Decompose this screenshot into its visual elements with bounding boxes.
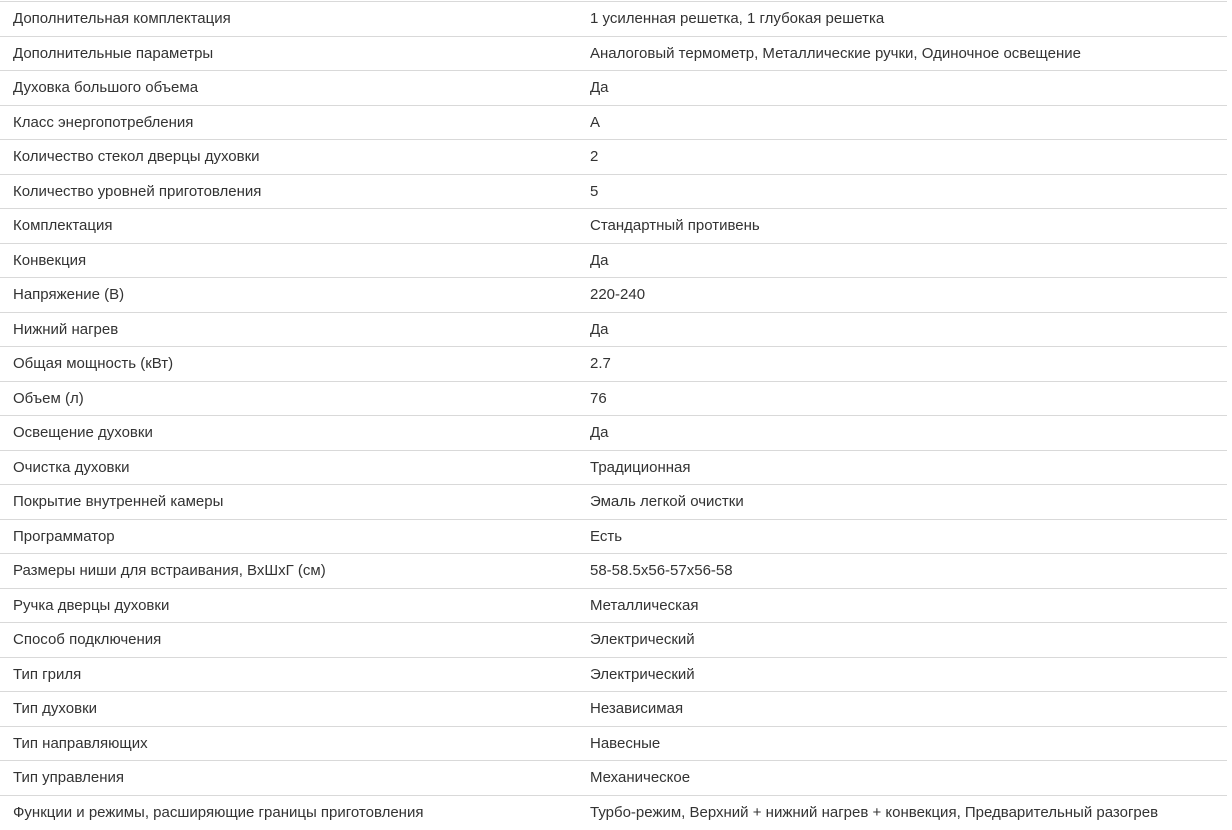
spec-label: Количество стекол дверцы духовки — [13, 148, 260, 166]
spec-row — [0, 277, 1227, 312]
spec-label: Напряжение (В) — [13, 286, 125, 304]
spec-label: Ручка дверцы духовки — [13, 596, 170, 614]
spec-row — [0, 657, 1227, 692]
spec-row — [0, 691, 1227, 726]
spec-label: Тип управления — [13, 769, 124, 787]
spec-row — [0, 381, 1227, 416]
spec-row — [0, 484, 1227, 519]
spec-value: Эмаль легкой очистки — [590, 493, 744, 511]
spec-label: Класс энергопотребления — [13, 113, 194, 131]
spec-value: 76 — [590, 389, 607, 407]
spec-label: Дополнительная комплектация — [13, 10, 231, 28]
spec-row — [0, 588, 1227, 623]
spec-value: 5 — [590, 182, 599, 200]
spec-value: Традиционная — [590, 458, 691, 476]
spec-row — [0, 243, 1227, 278]
spec-label: Размеры ниши для встраивания, ВхШхГ (см) — [13, 562, 326, 580]
spec-row — [0, 622, 1227, 657]
spec-label: Покрытие внутренней камеры — [13, 493, 224, 511]
spec-label: Конвекция — [13, 251, 87, 269]
spec-row — [0, 36, 1227, 71]
spec-row — [0, 450, 1227, 485]
spec-row — [0, 139, 1227, 174]
spec-value: Да — [590, 424, 609, 442]
spec-row — [0, 208, 1227, 243]
spec-label: Тип гриля — [13, 665, 82, 683]
spec-label: Общая мощность (кВт) — [13, 355, 174, 373]
spec-value: Турбо-режим, Верхний + нижний нагрев + конвекция, Предварительный разогрев — [590, 803, 1159, 821]
spec-value: Электрический — [590, 665, 695, 683]
spec-label: Объем (л) — [13, 389, 84, 407]
spec-label: Тип духовки — [13, 700, 98, 718]
spec-value: Металлическая — [590, 596, 699, 614]
spec-label: Дополнительные параметры — [13, 44, 214, 62]
spec-label: Духовка большого объема — [13, 79, 199, 97]
spec-row — [0, 553, 1227, 588]
spec-value: 58-58.5x56-57x56-58 — [590, 562, 733, 580]
spec-value: 220-240 — [590, 286, 646, 304]
spec-value: Да — [590, 251, 609, 269]
spec-row — [0, 1, 1227, 36]
spec-value: Независимая — [590, 700, 684, 718]
spec-value: Есть — [590, 527, 623, 545]
spec-row — [0, 726, 1227, 761]
spec-value: Электрический — [590, 631, 695, 649]
spec-label: Функции и режимы, расширяющие границы приготовления — [13, 803, 424, 821]
spec-label: Нижний нагрев — [13, 320, 119, 338]
spec-row — [0, 760, 1227, 795]
spec-row — [0, 312, 1227, 347]
spec-value: Да — [590, 320, 609, 338]
spec-row — [0, 415, 1227, 450]
spec-row — [0, 70, 1227, 105]
spec-label: Комплектация — [13, 217, 113, 235]
product-specifications-table — [0, 1, 1227, 829]
spec-row — [0, 519, 1227, 554]
spec-value: Механическое — [590, 769, 691, 787]
spec-label: Программатор — [13, 527, 115, 545]
spec-row — [0, 795, 1227, 830]
spec-row — [0, 174, 1227, 209]
spec-value: Стандартный противень — [590, 217, 760, 235]
spec-row — [0, 105, 1227, 140]
spec-value: Да — [590, 79, 609, 97]
spec-label: Способ подключения — [13, 631, 162, 649]
spec-value: Аналоговый термометр, Металлические ручки, Одиночное освещение — [590, 44, 1081, 62]
spec-value: 1 усиленная решетка, 1 глубокая решетка — [590, 10, 885, 28]
spec-label: Количество уровней приготовления — [13, 182, 262, 200]
spec-label: Освещение духовки — [13, 424, 153, 442]
spec-value: 2.7 — [590, 355, 611, 373]
spec-label: Тип направляющих — [13, 734, 148, 752]
spec-label: Очистка духовки — [13, 458, 130, 476]
spec-value: А — [590, 113, 601, 131]
spec-row — [0, 346, 1227, 381]
spec-value: 2 — [590, 148, 599, 166]
spec-value: Навесные — [590, 734, 661, 752]
